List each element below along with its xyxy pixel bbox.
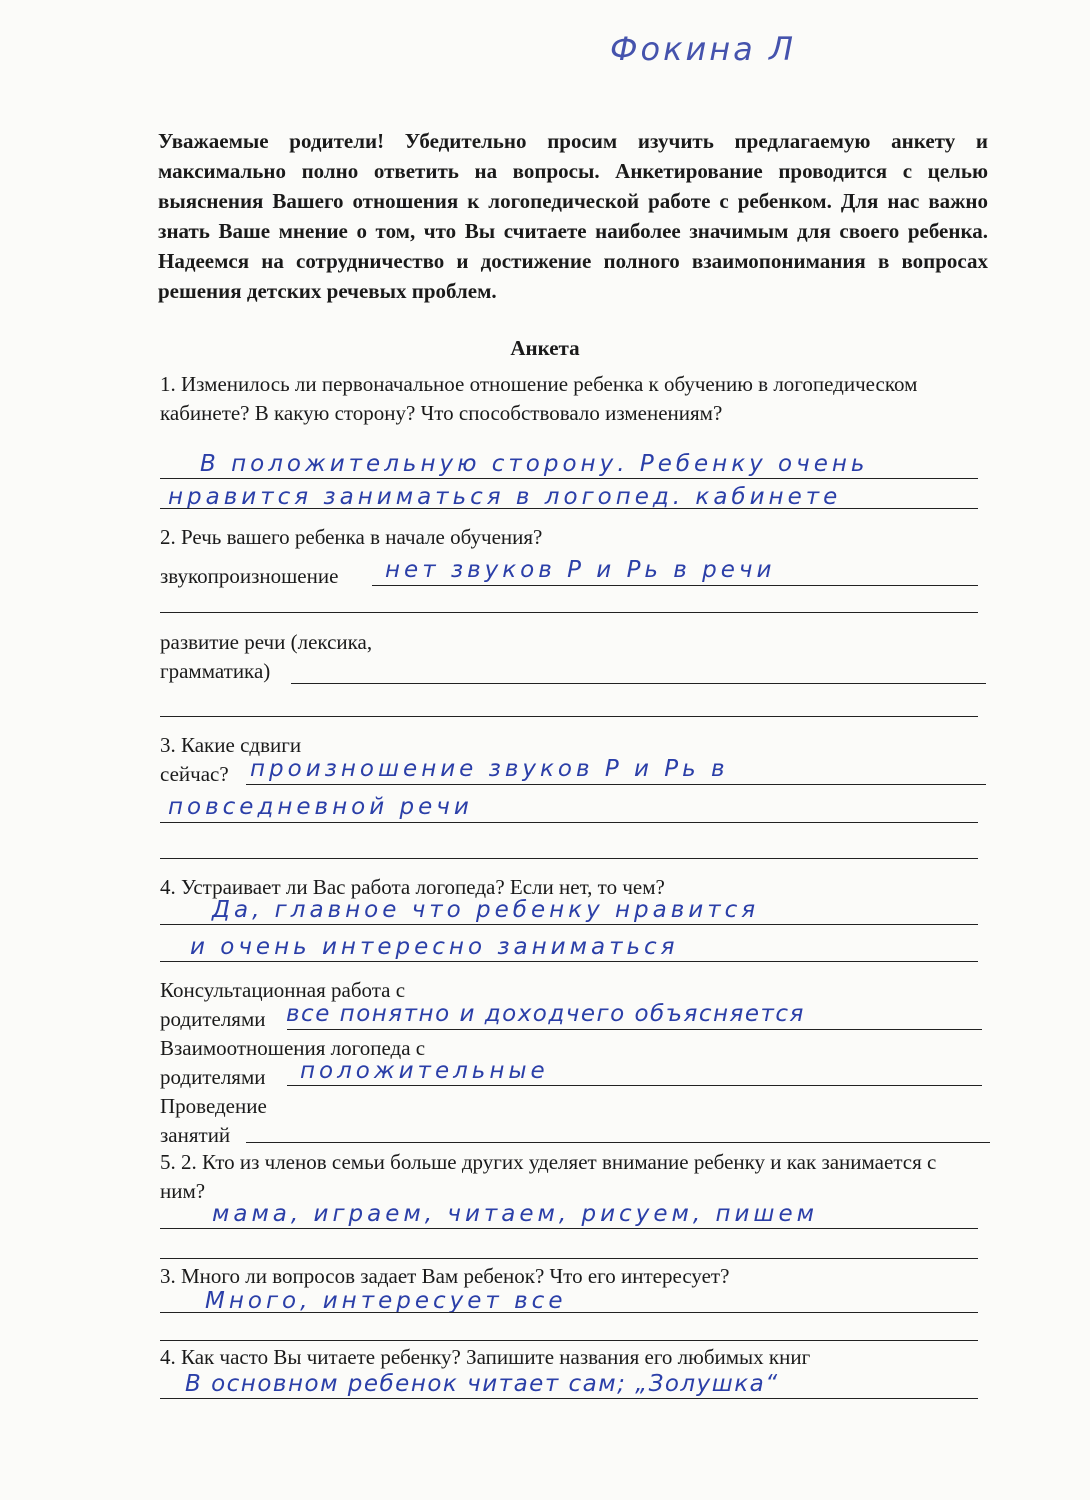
answer-line <box>160 1258 978 1259</box>
relations-label-line-2: родителями <box>160 1065 266 1089</box>
answer-line <box>160 1312 978 1313</box>
answer-line <box>291 683 986 684</box>
relations-label-line-1: Взаимоотношения логопеда с <box>160 1036 426 1060</box>
lessons-label-line-2: занятий <box>160 1123 231 1147</box>
lessons-label-line-1: Проведение <box>160 1094 267 1118</box>
shifts-label: сейчас? <box>160 762 229 786</box>
consult-label-line-1: Консультационная работа с <box>160 978 406 1002</box>
question-5: 5. 2. Кто из членов семьи больше других уделяет внимание ребенку и как занимается с ним? <box>160 1150 937 1203</box>
answer-line <box>160 822 978 823</box>
answer-5: мама, играем, читаем, рисуем, пишем <box>212 1201 818 1227</box>
intro-paragraph: Уважаемые родители! Убедительно просим изучить предлагаемую анкету и максимально полно ответить на вопросы. Анкетирование проводится с целью выяснения Вашего отношения к логопедической работе с ребенком. Для нас важно знать Ваше мнение о том, что Вы считаете наиболее значимым для своего ребенка. Надеемся на сотрудничество и достижение полного взаимопонимания в вопросах решения детских речевых проблем. <box>158 129 988 303</box>
answer-line <box>160 612 978 613</box>
speech-label-line-2: грамматика) <box>160 659 271 683</box>
question-2: 2. Речь вашего ребенка в начале обучения? <box>160 525 543 549</box>
question-1: 1. Изменилось ли первоначальное отношение ребенка к обучению в логопедическом кабинете? В какую сторону? Что способствовало изменениям? <box>160 372 918 425</box>
question-6: 3. Много ли вопросов задает Вам ребенок? Что его интересует? <box>160 1264 730 1288</box>
answer-4-line-1: Да, главное что ребенку нравится <box>212 897 760 923</box>
answer-line <box>160 858 978 859</box>
question-3: 3. Какие сдвиги <box>160 733 302 757</box>
answer-7: В основном ребенок читает сам; „Золушка“ <box>185 1371 779 1397</box>
answer-line <box>160 1228 978 1229</box>
answer-3-line-2: повседневной речи <box>168 794 473 820</box>
answer-1-line-2: нравится заниматься в логопед. кабинете <box>168 484 842 510</box>
sound-label: звукопроизношение <box>160 564 339 588</box>
answer-3-line-1: произношение звуков Р и Рь в <box>250 756 729 782</box>
speech-label-line-1: развитие речи (лексика, <box>160 630 373 654</box>
answer-line <box>287 1085 982 1086</box>
answer-line <box>160 478 978 479</box>
answer-line <box>372 585 978 586</box>
answer-line <box>287 1029 982 1030</box>
question-7: 4. Как часто Вы читаете ребенку? Запишите названия его любимых книг <box>160 1345 811 1369</box>
handwritten-name: Фокина Л <box>610 30 797 68</box>
answer-line <box>160 716 978 717</box>
consult-answer: все понятно и доходчего объясняется <box>286 1001 805 1027</box>
answer-line <box>160 1398 978 1399</box>
form-heading: Анкета <box>510 336 580 360</box>
question-4: 4. Устраивает ли Вас работа логопеда? Если нет, то чем? <box>160 875 665 899</box>
consult-label-line-2: родителями <box>160 1007 266 1031</box>
sound-answer: нет звуков Р и Рь в речи <box>385 557 776 583</box>
relations-answer: положительные <box>300 1058 549 1084</box>
answer-line <box>246 784 986 785</box>
answer-line <box>246 1142 990 1143</box>
answer-line <box>160 508 978 509</box>
answer-6: Много, интересует все <box>205 1288 567 1314</box>
answer-1-line-1: В положительную сторону. Ребенку очень <box>200 451 869 477</box>
answer-line <box>160 1340 978 1341</box>
answer-4-line-2: и очень интересно заниматься <box>190 934 679 960</box>
answer-line <box>160 924 978 925</box>
answer-line <box>160 961 978 962</box>
